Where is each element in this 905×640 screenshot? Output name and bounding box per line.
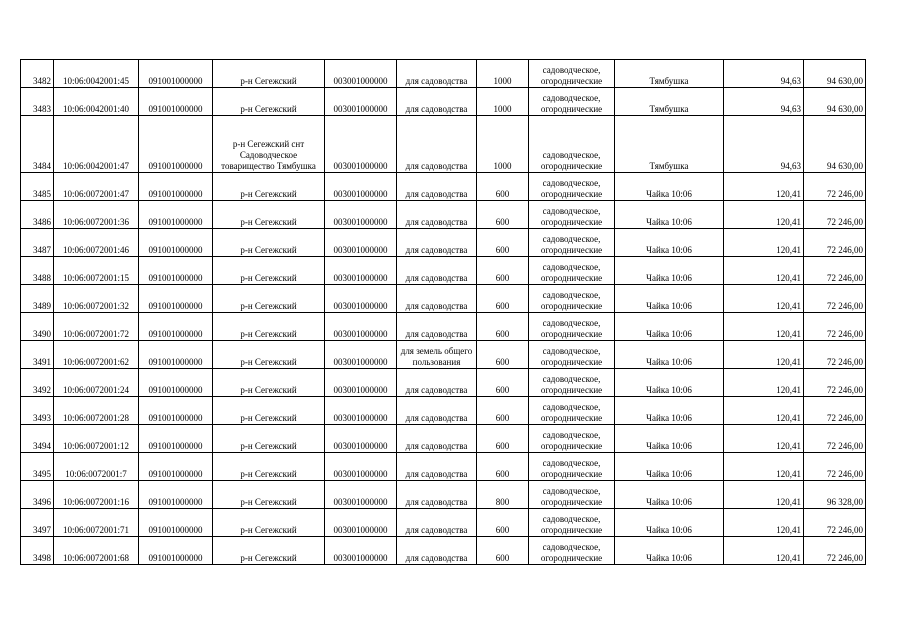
- locality-cell: Чайка 10:06: [615, 313, 724, 341]
- area-cell: 600: [477, 537, 529, 565]
- area-cell: 600: [477, 313, 529, 341]
- permitted-use-cell: для садоводства: [397, 397, 477, 425]
- row-number-cell: 3498: [21, 537, 54, 565]
- locality-cell: Чайка 10:06: [615, 173, 724, 201]
- table-body: [21, 60, 866, 565]
- okato-code-cell: 091001000000: [139, 60, 213, 88]
- row-number-cell: 3486: [21, 201, 54, 229]
- land-plots-table: [20, 59, 866, 565]
- permitted-use-cell: для садоводства: [397, 481, 477, 509]
- table-row: [21, 509, 866, 537]
- table-row: [21, 229, 866, 257]
- okato-code-cell: 091001000000: [139, 229, 213, 257]
- locality-cell: Чайка 10:06: [615, 481, 724, 509]
- locality-cell: Тямбушка: [615, 60, 724, 88]
- specific-value-cell: 120,41: [724, 369, 804, 397]
- locality-cell: Чайка 10:06: [615, 425, 724, 453]
- area-cell: 600: [477, 369, 529, 397]
- specific-value-cell: 120,41: [724, 285, 804, 313]
- row-number-cell: 3483: [21, 88, 54, 116]
- use-category-cell: садоводческое, огороднические: [529, 397, 615, 425]
- cadastral-value-cell: 72 246,00: [804, 173, 866, 201]
- row-number-cell: 3487: [21, 229, 54, 257]
- oktmo-code-cell: 003001000000: [325, 313, 397, 341]
- okato-code-cell: 091001000000: [139, 397, 213, 425]
- locality-cell: Чайка 10:06: [615, 369, 724, 397]
- oktmo-code-cell: 003001000000: [325, 116, 397, 173]
- area-cell: 600: [477, 397, 529, 425]
- permitted-use-cell: для садоводства: [397, 537, 477, 565]
- locality-cell: Чайка 10:06: [615, 341, 724, 369]
- address-cell: р-н Сегежский: [213, 481, 325, 509]
- table-row: [21, 369, 866, 397]
- use-category-cell: садоводческое, огороднические: [529, 88, 615, 116]
- cadastral-number-cell: 10:06:0072001:71: [54, 509, 139, 537]
- address-cell: р-н Сегежский: [213, 60, 325, 88]
- row-number-cell: 3491: [21, 341, 54, 369]
- oktmo-code-cell: 003001000000: [325, 481, 397, 509]
- area-cell: 600: [477, 257, 529, 285]
- cadastral-number-cell: 10:06:0072001:16: [54, 481, 139, 509]
- use-category-cell: садоводческое, огороднические: [529, 341, 615, 369]
- cadastral-value-cell: 96 328,00: [804, 481, 866, 509]
- address-cell: р-н Сегежский: [213, 285, 325, 313]
- okato-code-cell: 091001000000: [139, 453, 213, 481]
- oktmo-code-cell: 003001000000: [325, 425, 397, 453]
- area-cell: 800: [477, 481, 529, 509]
- oktmo-code-cell: 003001000000: [325, 453, 397, 481]
- okato-code-cell: 091001000000: [139, 116, 213, 173]
- oktmo-code-cell: 003001000000: [325, 173, 397, 201]
- cadastral-value-cell: 72 246,00: [804, 425, 866, 453]
- permitted-use-cell: для садоводства: [397, 313, 477, 341]
- address-cell: р-н Сегежский: [213, 453, 325, 481]
- okato-code-cell: 091001000000: [139, 481, 213, 509]
- use-category-cell: садоводческое, огороднические: [529, 60, 615, 88]
- address-cell: р-н Сегежский: [213, 509, 325, 537]
- locality-cell: Тямбушка: [615, 116, 724, 173]
- permitted-use-cell: для земель общего пользования: [397, 341, 477, 369]
- row-number-cell: 3495: [21, 453, 54, 481]
- area-cell: 600: [477, 509, 529, 537]
- oktmo-code-cell: 003001000000: [325, 229, 397, 257]
- table-row: [21, 201, 866, 229]
- address-cell: р-н Сегежский: [213, 201, 325, 229]
- cadastral-number-cell: 10:06:0042001:47: [54, 116, 139, 173]
- cadastral-value-cell: 72 246,00: [804, 313, 866, 341]
- specific-value-cell: 120,41: [724, 509, 804, 537]
- area-cell: 600: [477, 453, 529, 481]
- okato-code-cell: 091001000000: [139, 509, 213, 537]
- oktmo-code-cell: 003001000000: [325, 369, 397, 397]
- row-number-cell: 3492: [21, 369, 54, 397]
- permitted-use-cell: для садоводства: [397, 116, 477, 173]
- use-category-cell: садоводческое, огороднические: [529, 453, 615, 481]
- okato-code-cell: 091001000000: [139, 173, 213, 201]
- table-row: [21, 116, 866, 173]
- okato-code-cell: 091001000000: [139, 201, 213, 229]
- use-category-cell: садоводческое, огороднические: [529, 257, 615, 285]
- table-row: [21, 397, 866, 425]
- permitted-use-cell: для садоводства: [397, 285, 477, 313]
- oktmo-code-cell: 003001000000: [325, 341, 397, 369]
- use-category-cell: садоводческое, огороднические: [529, 285, 615, 313]
- permitted-use-cell: для садоводства: [397, 88, 477, 116]
- cadastral-value-cell: 72 246,00: [804, 229, 866, 257]
- row-number-cell: 3497: [21, 509, 54, 537]
- address-cell: р-н Сегежский: [213, 341, 325, 369]
- address-cell: р-н Сегежский: [213, 229, 325, 257]
- permitted-use-cell: для садоводства: [397, 60, 477, 88]
- cadastral-number-cell: 10:06:0072001:72: [54, 313, 139, 341]
- use-category-cell: садоводческое, огороднические: [529, 116, 615, 173]
- specific-value-cell: 120,41: [724, 313, 804, 341]
- area-cell: 600: [477, 229, 529, 257]
- permitted-use-cell: для садоводства: [397, 229, 477, 257]
- okato-code-cell: 091001000000: [139, 425, 213, 453]
- permitted-use-cell: для садоводства: [397, 425, 477, 453]
- permitted-use-cell: для садоводства: [397, 509, 477, 537]
- address-cell: р-н Сегежский: [213, 369, 325, 397]
- specific-value-cell: 120,41: [724, 481, 804, 509]
- oktmo-code-cell: 003001000000: [325, 285, 397, 313]
- okato-code-cell: 091001000000: [139, 88, 213, 116]
- cadastral-number-cell: 10:06:0042001:45: [54, 60, 139, 88]
- specific-value-cell: 120,41: [724, 173, 804, 201]
- cadastral-number-cell: 10:06:0072001:32: [54, 285, 139, 313]
- address-cell: р-н Сегежский: [213, 537, 325, 565]
- cadastral-value-cell: 72 246,00: [804, 397, 866, 425]
- address-cell: р-н Сегежский: [213, 257, 325, 285]
- specific-value-cell: 120,41: [724, 397, 804, 425]
- locality-cell: Чайка 10:06: [615, 229, 724, 257]
- address-cell: р-н Сегежский: [213, 425, 325, 453]
- cadastral-number-cell: 10:06:0072001:7: [54, 453, 139, 481]
- use-category-cell: садоводческое, огороднические: [529, 425, 615, 453]
- locality-cell: Чайка 10:06: [615, 537, 724, 565]
- document-page: [20, 59, 866, 565]
- cadastral-number-cell: 10:06:0072001:46: [54, 229, 139, 257]
- specific-value-cell: 94,63: [724, 88, 804, 116]
- cadastral-number-cell: 10:06:0072001:36: [54, 201, 139, 229]
- row-number-cell: 3488: [21, 257, 54, 285]
- cadastral-number-cell: 10:06:0072001:62: [54, 341, 139, 369]
- okato-code-cell: 091001000000: [139, 257, 213, 285]
- use-category-cell: садоводческое, огороднические: [529, 313, 615, 341]
- cadastral-number-cell: 10:06:0072001:28: [54, 397, 139, 425]
- cadastral-value-cell: 72 246,00: [804, 509, 866, 537]
- cadastral-value-cell: 72 246,00: [804, 341, 866, 369]
- specific-value-cell: 120,41: [724, 537, 804, 565]
- cadastral-value-cell: 72 246,00: [804, 285, 866, 313]
- table-row: [21, 313, 866, 341]
- area-cell: 600: [477, 341, 529, 369]
- cadastral-value-cell: 72 246,00: [804, 537, 866, 565]
- table-row: [21, 537, 866, 565]
- row-number-cell: 3485: [21, 173, 54, 201]
- cadastral-number-cell: 10:06:0072001:68: [54, 537, 139, 565]
- table-row: [21, 341, 866, 369]
- oktmo-code-cell: 003001000000: [325, 257, 397, 285]
- use-category-cell: садоводческое, огороднические: [529, 173, 615, 201]
- permitted-use-cell: для садоводства: [397, 201, 477, 229]
- row-number-cell: 3489: [21, 285, 54, 313]
- table-row: [21, 425, 866, 453]
- permitted-use-cell: для садоводства: [397, 369, 477, 397]
- cadastral-value-cell: 72 246,00: [804, 257, 866, 285]
- area-cell: 600: [477, 201, 529, 229]
- okato-code-cell: 091001000000: [139, 341, 213, 369]
- use-category-cell: садоводческое, огороднические: [529, 229, 615, 257]
- area-cell: 1000: [477, 88, 529, 116]
- permitted-use-cell: для садоводства: [397, 173, 477, 201]
- cadastral-number-cell: 10:06:0042001:40: [54, 88, 139, 116]
- specific-value-cell: 120,41: [724, 425, 804, 453]
- row-number-cell: 3490: [21, 313, 54, 341]
- locality-cell: Тямбушка: [615, 88, 724, 116]
- specific-value-cell: 94,63: [724, 60, 804, 88]
- use-category-cell: садоводческое, огороднические: [529, 509, 615, 537]
- cadastral-value-cell: 72 246,00: [804, 201, 866, 229]
- locality-cell: Чайка 10:06: [615, 285, 724, 313]
- area-cell: 1000: [477, 116, 529, 173]
- use-category-cell: садоводческое, огороднические: [529, 201, 615, 229]
- row-number-cell: 3493: [21, 397, 54, 425]
- locality-cell: Чайка 10:06: [615, 201, 724, 229]
- specific-value-cell: 120,41: [724, 257, 804, 285]
- table-row: [21, 453, 866, 481]
- locality-cell: Чайка 10:06: [615, 509, 724, 537]
- oktmo-code-cell: 003001000000: [325, 509, 397, 537]
- specific-value-cell: 120,41: [724, 201, 804, 229]
- locality-cell: Чайка 10:06: [615, 257, 724, 285]
- row-number-cell: 3494: [21, 425, 54, 453]
- table-row: [21, 481, 866, 509]
- oktmo-code-cell: 003001000000: [325, 397, 397, 425]
- row-number-cell: 3496: [21, 481, 54, 509]
- row-number-cell: 3482: [21, 60, 54, 88]
- locality-cell: Чайка 10:06: [615, 453, 724, 481]
- cadastral-number-cell: 10:06:0072001:12: [54, 425, 139, 453]
- table-row: [21, 173, 866, 201]
- table-row: [21, 60, 866, 88]
- specific-value-cell: 120,41: [724, 453, 804, 481]
- okato-code-cell: 091001000000: [139, 285, 213, 313]
- area-cell: 600: [477, 425, 529, 453]
- use-category-cell: садоводческое, огороднические: [529, 537, 615, 565]
- cadastral-number-cell: 10:06:0072001:47: [54, 173, 139, 201]
- oktmo-code-cell: 003001000000: [325, 60, 397, 88]
- oktmo-code-cell: 003001000000: [325, 537, 397, 565]
- area-cell: 600: [477, 173, 529, 201]
- okato-code-cell: 091001000000: [139, 537, 213, 565]
- use-category-cell: садоводческое, огороднические: [529, 481, 615, 509]
- specific-value-cell: 94,63: [724, 116, 804, 173]
- area-cell: 1000: [477, 60, 529, 88]
- table-row: [21, 88, 866, 116]
- address-cell: р-н Сегежский: [213, 313, 325, 341]
- row-number-cell: 3484: [21, 116, 54, 173]
- cadastral-value-cell: 94 630,00: [804, 116, 866, 173]
- cadastral-number-cell: 10:06:0072001:15: [54, 257, 139, 285]
- address-cell: р-н Сегежский снт Садоводческое товарищество Тямбушка: [213, 116, 325, 173]
- oktmo-code-cell: 003001000000: [325, 201, 397, 229]
- cadastral-value-cell: 72 246,00: [804, 369, 866, 397]
- cadastral-value-cell: 94 630,00: [804, 88, 866, 116]
- table-row: [21, 285, 866, 313]
- permitted-use-cell: для садоводства: [397, 453, 477, 481]
- specific-value-cell: 120,41: [724, 229, 804, 257]
- cadastral-value-cell: 94 630,00: [804, 60, 866, 88]
- okato-code-cell: 091001000000: [139, 313, 213, 341]
- specific-value-cell: 120,41: [724, 341, 804, 369]
- locality-cell: Чайка 10:06: [615, 397, 724, 425]
- oktmo-code-cell: 003001000000: [325, 88, 397, 116]
- area-cell: 600: [477, 285, 529, 313]
- address-cell: р-н Сегежский: [213, 88, 325, 116]
- use-category-cell: садоводческое, огороднические: [529, 369, 615, 397]
- address-cell: р-н Сегежский: [213, 173, 325, 201]
- table-row: [21, 257, 866, 285]
- okato-code-cell: 091001000000: [139, 369, 213, 397]
- permitted-use-cell: для садоводства: [397, 257, 477, 285]
- address-cell: р-н Сегежский: [213, 397, 325, 425]
- cadastral-value-cell: 72 246,00: [804, 453, 866, 481]
- cadastral-number-cell: 10:06:0072001:24: [54, 369, 139, 397]
